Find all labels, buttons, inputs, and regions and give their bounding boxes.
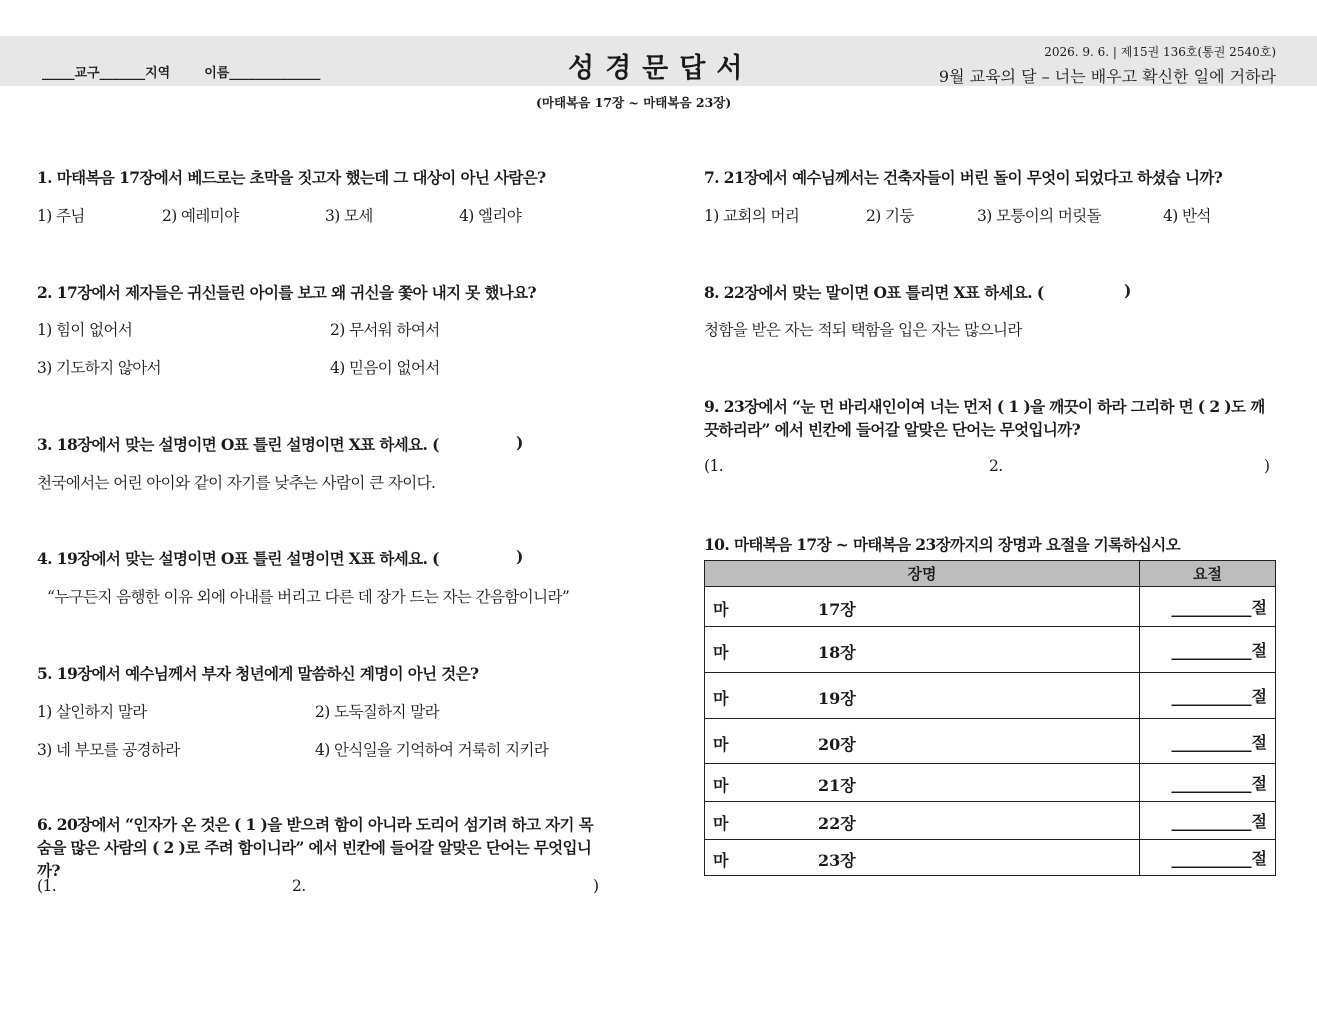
chapter-label: 21장 [818, 776, 856, 795]
q7-option-2[interactable]: 2) 기둥 [866, 207, 914, 225]
q7-option-4[interactable]: 4) 반석 [1163, 207, 1211, 225]
verse-field[interactable]: __________절 [1140, 627, 1276, 673]
q5-option-4[interactable]: 4) 안식일을 기억하여 거룩히 지키라 [315, 741, 549, 759]
q4-answer-close: ) [516, 547, 523, 566]
table-row [705, 802, 1276, 840]
question-7: 7. 21장에서 예수님께서는 건축자들이 버린 돌이 무엇이 되었다고 하셨습 니까? [704, 168, 1223, 187]
table-row [705, 764, 1276, 802]
q2-option-4[interactable]: 4) 믿음이 없어서 [330, 359, 440, 377]
question-9: 9. 23장에서 “눈 먼 바리새인이여 너는 먼저 ( 1 )을 깨끗이 하라 그리하 면 ( 2 )도 깨끗하리라” 에서 빈칸에 들어갈 알맞은 단어는 무엇입니까? [704, 397, 1265, 439]
q9-answer-2-label[interactable]: 2. [989, 457, 1003, 475]
chapter-label: 20장 [818, 735, 856, 754]
q4-statement: “누구든지 음행한 이유 외에 아내를 버리고 다른 데 장가 드는 자는 간음함이니라” [47, 588, 570, 606]
church-field[interactable]: _____교구_______지역 [42, 66, 171, 81]
q5-option-2[interactable]: 2) 도둑질하지 말라 [315, 703, 439, 721]
q1-option-1[interactable]: 1) 주님 [37, 207, 85, 225]
q2-option-2[interactable]: 2) 무서워 하여서 [330, 321, 440, 339]
q1-option-2[interactable]: 2) 예레미야 [162, 207, 239, 225]
verse-field[interactable]: __________절 [1140, 587, 1276, 627]
chapter-label: 18장 [818, 643, 856, 662]
q3-answer-close: ) [516, 433, 523, 452]
question-8: 8. 22장에서 맞는 말이면 O표 틀리면 X표 하세요. ( [704, 283, 1044, 302]
q8-statement: 청함을 받은 자는 적되 택함을 입은 자는 많으니라 [704, 321, 1022, 339]
question-5: 5. 19장에서 예수님께서 부자 청년에게 말씀하신 계명이 아닌 것은? [37, 664, 479, 683]
q6-answer-1-label[interactable]: (1. [37, 877, 57, 895]
question-4: 4. 19장에서 맞는 설명이면 O표 틀린 설명이면 X표 하세요. ( [37, 549, 439, 568]
q6-answer-2-label[interactable]: 2. [292, 877, 306, 895]
q9-answer-1-label[interactable]: (1. [704, 457, 724, 475]
question-3: 3. 18장에서 맞는 설명이면 O표 틀린 설명이면 X표 하세요. ( [37, 435, 439, 454]
chapter-label: 17장 [818, 600, 856, 619]
book-prefix: 마 [713, 776, 729, 795]
table-row [705, 673, 1276, 719]
table-row [705, 587, 1276, 627]
name-line [42, 62, 354, 81]
name-field[interactable]: 이름______________ [204, 66, 321, 81]
verse-field[interactable]: __________절 [1140, 764, 1276, 802]
page-title: 성경문답서 [568, 53, 754, 84]
q2-option-3[interactable]: 3) 기도하지 않아서 [37, 359, 161, 377]
verse-field[interactable]: __________절 [1140, 673, 1276, 719]
question-6: 6. 20장에서 “인자가 온 것은 ( 1 )을 받으려 함이 아니라 도리어 섬기려 하고 자기 목숨을 많은 사람의 ( 2 )로 주려 함이니라” 에서 빈칸에 들어갈 알맞은 단어는 무엇입니 까? [37, 815, 594, 880]
q7-option-3[interactable]: 3) 모퉁이의 머릿돌 [977, 207, 1101, 225]
book-prefix: 마 [713, 735, 729, 754]
verse-field[interactable]: __________절 [1140, 719, 1276, 764]
chapter-label: 23장 [818, 851, 856, 870]
q8-answer-close: ) [1124, 281, 1131, 300]
q7-option-1[interactable]: 1) 교회의 머리 [704, 207, 800, 225]
table-row [705, 627, 1276, 673]
header-verse: 요절 [1140, 561, 1276, 587]
q1-option-3[interactable]: 3) 모세 [325, 207, 373, 225]
book-prefix: 마 [713, 643, 729, 662]
issue-info: 2026. 9. 6. | 제15권 136호(통권 2540호) [1044, 45, 1276, 59]
chapter-label: 19장 [818, 689, 856, 708]
q5-option-3[interactable]: 3) 네 부모를 공경하라 [37, 741, 180, 759]
verse-field[interactable]: __________절 [1140, 840, 1276, 876]
verse-table [704, 560, 1276, 876]
table-row [705, 840, 1276, 876]
q1-option-4[interactable]: 4) 엘리야 [459, 207, 522, 225]
q5-option-1[interactable]: 1) 살인하지 말라 [37, 703, 147, 721]
header-chapter: 장명 [705, 561, 1140, 587]
question-10: 10. 마태복음 17장 ~ 마태복음 23장까지의 장명과 요절을 기록하십시오 [704, 535, 1180, 554]
verse-field[interactable]: __________절 [1140, 802, 1276, 840]
chapter-label: 22장 [818, 814, 856, 833]
book-prefix: 마 [713, 689, 729, 708]
q3-statement: 천국에서는 어린 아이와 같이 자기를 낮추는 사람이 큰 자이다. [37, 474, 436, 492]
q9-answer-close: ) [1264, 457, 1270, 475]
monthly-motto: 9월 교육의 달 – 너는 배우고 확신한 일에 거하라 [938, 67, 1276, 86]
book-prefix: 마 [713, 600, 729, 619]
page-subtitle: (마태복음 17장 ~ 마태복음 23장) [536, 95, 732, 110]
question-1: 1. 마태복음 17장에서 베드로는 초막을 짓고자 했는데 그 대상이 아닌 사람은? [37, 168, 546, 187]
q6-answer-close: ) [593, 877, 599, 895]
book-prefix: 마 [713, 851, 729, 870]
q2-option-1[interactable]: 1) 힘이 없어서 [37, 321, 133, 339]
question-2: 2. 17장에서 제자들은 귀신들린 아이를 보고 왜 귀신을 쫓아 내지 못 했나요? [37, 283, 537, 302]
book-prefix: 마 [713, 814, 729, 833]
table-row [705, 719, 1276, 764]
